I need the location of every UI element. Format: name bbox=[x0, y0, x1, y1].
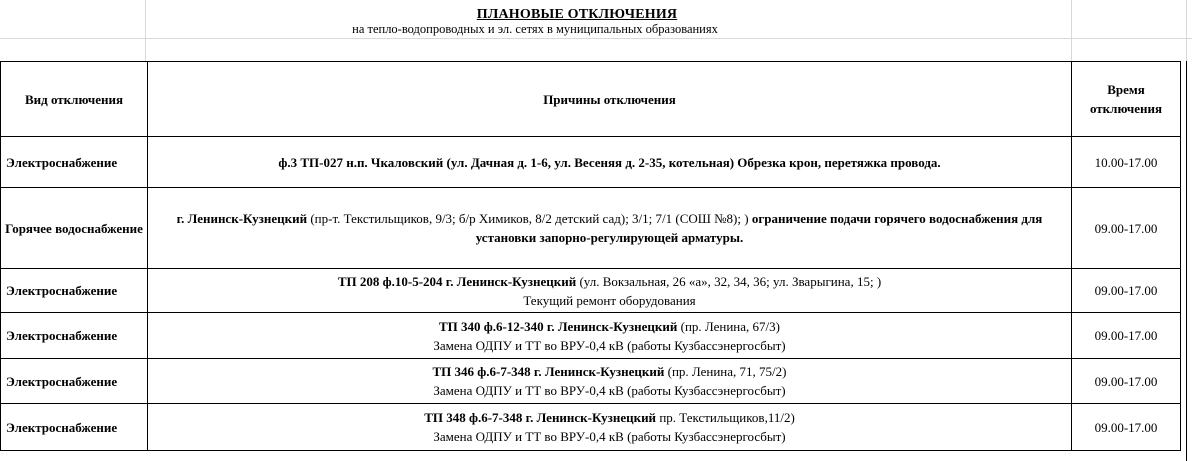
table-row bbox=[1, 359, 1181, 404]
cell-time: 09.00-17.00 bbox=[1072, 269, 1181, 313]
reason-bold: ф.3 ТП-027 н.п. Чкаловский (ул. Дачная д. 1-6, ул. Весеняя д. 2-35, котельная) Обрезка крон, перетяжка провода. bbox=[278, 154, 941, 170]
sheet-gridline bbox=[0, 38, 1192, 39]
cell-reason bbox=[148, 313, 1072, 359]
reason-normal: (пр-т. Текстильщиков, 9/3; б/р Химиков, 8/2 детский сад); 3/1; 7/1 (СОШ №8); ) bbox=[307, 211, 749, 226]
reason-line-2: Текущий ремонт оборудования bbox=[523, 292, 696, 308]
cell-time: 09.00-17.00 bbox=[1072, 313, 1181, 359]
reason-bold: ТП 348 ф.6-7-348 г. Ленинск-Кузнецкий bbox=[424, 410, 657, 425]
adjacent-column-edge bbox=[1186, 61, 1192, 461]
header-type: Вид отключения bbox=[1, 62, 148, 137]
cell-time: 09.00-17.00 bbox=[1072, 188, 1181, 269]
reason-line-2: Замена ОДПУ и ТТ во ВРУ-0,4 кВ (работы Кузбассэнергосбыт) bbox=[433, 383, 786, 398]
cell-type: Электроснабжение bbox=[1, 137, 148, 188]
table-row bbox=[1, 404, 1181, 451]
reason-bold: г. Ленинск-Кузнецкий bbox=[176, 211, 308, 226]
table-row bbox=[1, 188, 1181, 269]
reason-bold: ТП 208 ф.10-5-204 г. Ленинск-Кузнецкий bbox=[337, 273, 577, 289]
header-time: Время отключения bbox=[1072, 62, 1181, 137]
cell-reason bbox=[148, 269, 1072, 313]
cell-reason bbox=[148, 188, 1072, 269]
cell-reason bbox=[148, 137, 1072, 188]
reason-normal: (пр. Ленина, 71, 75/2) bbox=[664, 364, 787, 379]
reason-normal: пр. Текстильщиков,11/2) bbox=[656, 410, 795, 425]
reason-line-2: Замена ОДПУ и ТТ во ВРУ-0,4 кВ (работы Кузбассэнергосбыт) bbox=[433, 337, 786, 353]
table-row bbox=[1, 313, 1181, 359]
cell-time: 09.00-17.00 bbox=[1072, 359, 1181, 404]
cell-type: Горячее водоснабжение bbox=[1, 188, 148, 269]
cell-type: Электроснабжение bbox=[1, 359, 148, 404]
table-row bbox=[1, 137, 1181, 188]
cell-type: Электроснабжение bbox=[1, 313, 148, 359]
cell-time: 10.00-17.00 bbox=[1072, 137, 1181, 188]
sheet-gridline bbox=[1186, 0, 1187, 61]
table-header-row bbox=[1, 62, 1181, 137]
table-row bbox=[1, 269, 1181, 313]
reason-bold-2: ограничение подачи горячего водоснабжения для установки запорно-регулирующей арматуры. bbox=[475, 211, 1043, 245]
reason-bold: ТП 340 ф.6-12-340 г. Ленинск-Кузнецкий bbox=[439, 318, 678, 334]
header-reason: Причины отключения bbox=[148, 62, 1072, 137]
cell-type: Электроснабжение bbox=[1, 404, 148, 451]
cell-type: Электроснабжение bbox=[1, 269, 148, 313]
reason-line-2: Замена ОДПУ и ТТ во ВРУ-0,4 кВ (работы Кузбассэнергосбыт) bbox=[433, 429, 786, 444]
reason-bold: ТП 346 ф.6-7-348 г. Ленинск-Кузнецкий bbox=[432, 364, 665, 379]
cell-time: 09.00-17.00 bbox=[1072, 404, 1181, 451]
document-title: ПЛАНОВЫЕ ОТКЛЮЧЕНИЯ bbox=[476, 7, 678, 22]
reason-normal: (ул. Вокзальная, 26 «а», 32, 34, 36; ул. Зварыгина, 15; ) bbox=[576, 273, 882, 289]
outages-table bbox=[0, 61, 1181, 451]
document-subtitle: на тепло-водопроводных и эл. сетях в муниципальных образованиях bbox=[352, 22, 718, 36]
cell-reason bbox=[148, 359, 1072, 404]
reason-normal: (пр. Ленина, 67/3) bbox=[677, 318, 780, 334]
cell-reason bbox=[148, 404, 1072, 451]
